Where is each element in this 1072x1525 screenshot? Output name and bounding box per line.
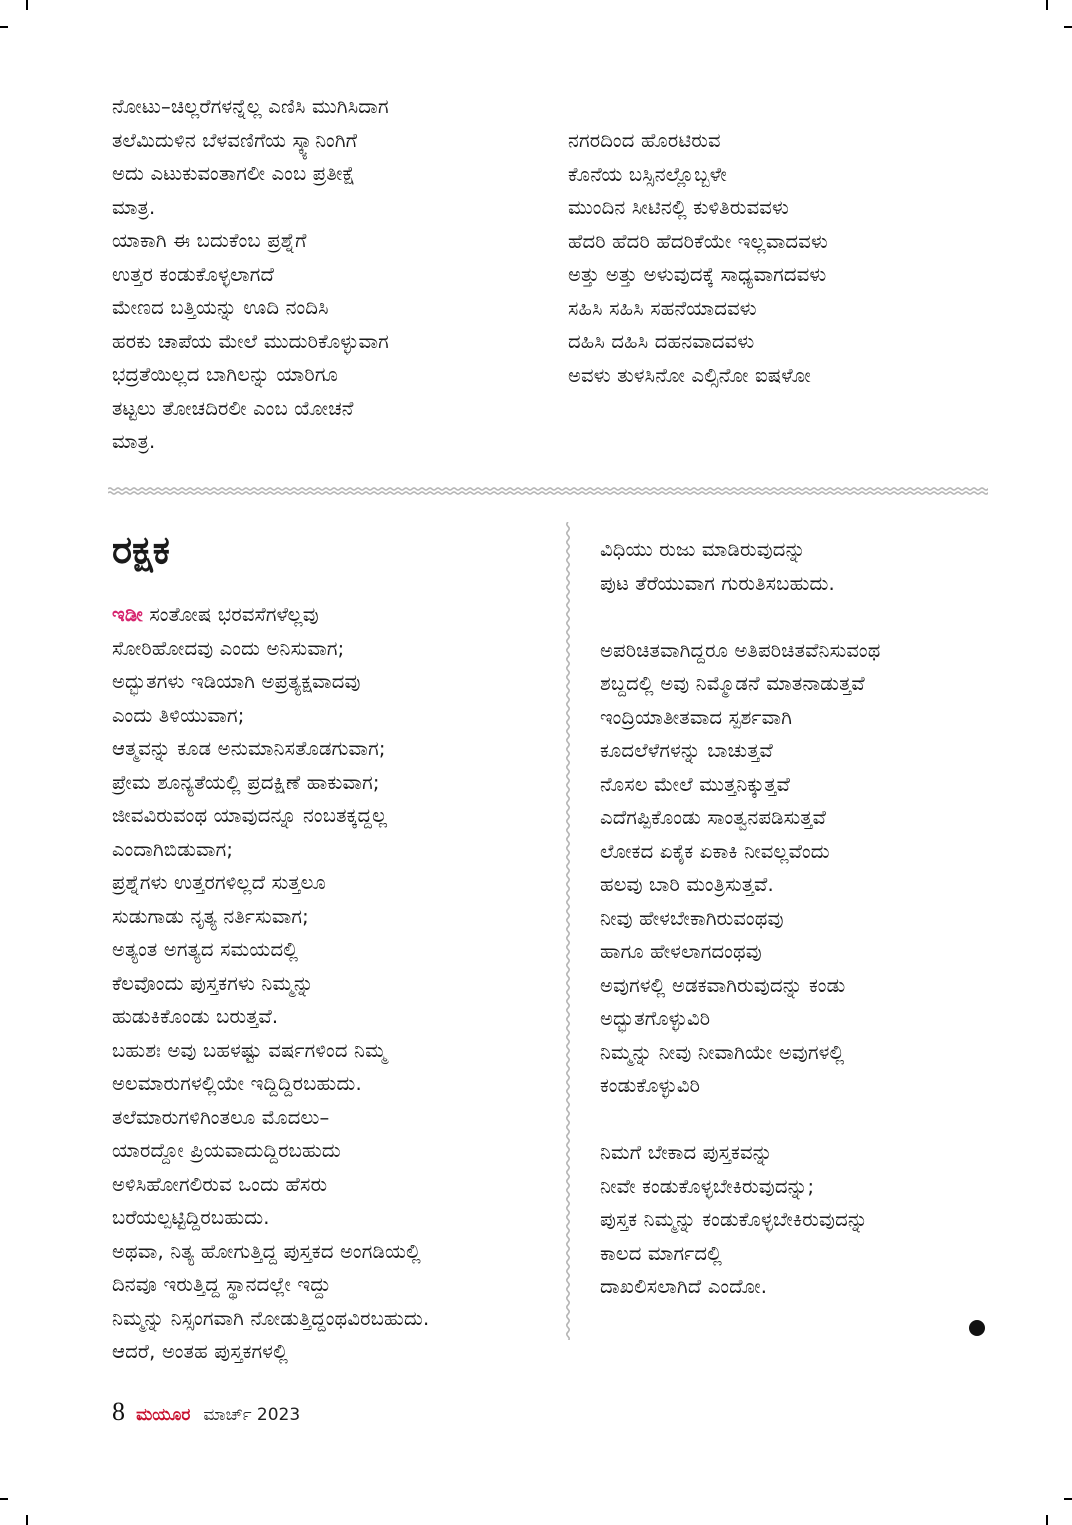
poem-right-line: ಹಲವು ಬಾರಿ ಮಂತ್ರಿಸುತ್ತವೆ. bbox=[600, 873, 774, 896]
poem-right-line: ಲೋಕದ ಏಕೈಕ ಏಕಾಕಿ ನೀವಲ್ಲವೆಂದು bbox=[600, 839, 830, 863]
poem-left-line: ಅಳಿಸಿಹೋಗಲಿರುವ ಒಂದು ಹೆಸರು bbox=[112, 1172, 328, 1196]
poem-left-line: ತಲೆಮಾರುಗಳಿಗಿಂತಲೂ ಮೊದಲು– bbox=[112, 1105, 330, 1129]
poem-right-line: ನಿಮ್ಮನ್ನು ನೀವು ನೀವಾಗಿಯೇ ಅವುಗಳಲ್ಲಿ bbox=[600, 1040, 845, 1064]
top-right-line: ಸಹಿಸಿ ಸಹಿಸಿ ಸಹನೆಯಾದವಳು bbox=[568, 296, 757, 320]
poem-left-line: ಅಥವಾ, ನಿತ್ಯ ಹೋಗುತ್ತಿದ್ದ ಪುಸ್ತಕದ ಅಂಗಡಿಯಲ್ಲಿ bbox=[112, 1239, 421, 1263]
top-right-line: ದಹಿಸಿ ದಹಿಸಿ ದಹನವಾದವಳು bbox=[568, 330, 755, 353]
poem-right-line: ಕೂದಲೆಳೆಗಳನ್ನು ಬಾಚುತ್ತವೆ bbox=[600, 739, 774, 762]
poem-first-line bbox=[112, 598, 429, 632]
poem-right-line: ಅಪರಿಚಿತವಾಗಿದ್ದರೂ ಅತಿಪರಿಚಿತವೆನಿಸುವಂಥ bbox=[600, 638, 881, 662]
poem-right-line: ಹಾಗೂ ಹೇಳಲಾಗದಂಥವು bbox=[600, 940, 762, 963]
top-right-line: ಕೊನೆಯ ಬಸ್ಸಿನಲ್ಲೊಬ್ಬಳೇ bbox=[568, 162, 727, 186]
end-mark-bullet bbox=[969, 1320, 985, 1336]
page-number: 8 bbox=[112, 1397, 125, 1426]
poem-left-line: ಅತ್ಯಂತ ಅಗತ್ಯದ ಸಮಯದಲ್ಲಿ bbox=[112, 938, 299, 961]
poem-left-line: ಯಾರದ್ದೋ ಪ್ರಿಯವಾದುದ್ದಿರಬಹುದು bbox=[112, 1139, 341, 1162]
poem-left-line: ಆದರೆ, ಅಂತಹ ಪುಸ್ತಕಗಳಲ್ಲಿ bbox=[112, 1340, 289, 1363]
top-left-line: ಭದ್ರತೆಯಿಲ್ಲದ ಬಾಗಿಲನ್ನು ಯಾರಿಗೂ bbox=[112, 363, 339, 386]
crop-mark-bottom-left bbox=[26, 1515, 28, 1525]
poem-left-line: ಸೋರಿಹೋದವು ಎಂದು ಅನಿಸುವಾಗ; bbox=[112, 636, 345, 660]
top-right-line: ಅತ್ತು ಅತ್ತು ಅಳುವುದಕ್ಕೆ ಸಾಧ್ಯವಾಗದವಳು bbox=[568, 263, 827, 286]
poem-right-line: ಅವುಗಳಲ್ಲಿ ಅಡಕವಾಗಿರುವುದನ್ನು ಕಂಡು bbox=[600, 973, 846, 997]
top-left-line: ಮೇಣದ ಬತ್ತಿಯನ್ನು ಊದಿ ನಂದಿಸಿ bbox=[112, 296, 329, 319]
poem-title: ರಕ್ಷಕ bbox=[112, 528, 170, 572]
poem-right-line: ನಿಮಗೆ ಬೇಕಾದ ಪುಸ್ತಕವನ್ನು bbox=[600, 1141, 773, 1164]
top-right-line: ಹೆದರಿ ಹೆದರಿ ಹೆದರಿಕೆಯೇ ಇಲ್ಲವಾದವಳು bbox=[568, 229, 828, 253]
poem-left-line: ಕೆಲವೊಂದು ಪುಸ್ತಕಗಳು ನಿಮ್ಮನ್ನು bbox=[112, 971, 314, 995]
top-left-line: ಹರಕು ಚಾಪೆಯ ಮೇಲೆ ಮುದುರಿಕೊಳ್ಳುವಾಗ bbox=[112, 329, 389, 353]
poem-lead-word: ಇಡೀ bbox=[112, 603, 143, 626]
poem-first-line-text: ಸಂತೋಷ ಭರವಸೆಗಳೆಲ್ಲವು bbox=[142, 603, 319, 626]
poem-right-line: ಕಾಲದ ಮಾರ್ಗದಲ್ಲಿ bbox=[600, 1241, 723, 1265]
poem-left-line: ಹುಡುಕಿಕೊಂಡು ಬರುತ್ತವೆ. bbox=[112, 1005, 279, 1028]
poem-left-line: ಎಂದು ತಿಳಿಯುವಾಗ; bbox=[112, 703, 245, 727]
poem-left-column bbox=[112, 598, 429, 1369]
poem-left-line: ಬರೆಯಲ್ಪಟ್ಟಿದ್ದಿರಬಹುದು. bbox=[112, 1206, 270, 1229]
poem-left-line: ಆತ್ಮವನ್ನು ಕೂಡ ಅನುಮಾನಿಸತೊಡಗುವಾಗ; bbox=[112, 737, 386, 760]
poem-right-line: ಪುಟ ತೆರೆಯುವಾಗ ಗುರುತಿಸಬಹುದು. bbox=[600, 571, 835, 595]
poem-right-line: ನೊಸಲ ಮೇಲೆ ಮುತ್ತನಿಕ್ಕುತ್ತವೆ bbox=[600, 772, 791, 796]
top-right-line: ಮುಂದಿನ ಸೀಟಿನಲ್ಲಿ ಕುಳಿತಿರುವವಳು bbox=[568, 196, 789, 219]
top-poem-left-column bbox=[112, 90, 389, 459]
top-poem-right-column bbox=[568, 124, 828, 392]
crop-mark-bottom-left-h bbox=[0, 1498, 8, 1500]
poem-left-line: ಸುಡುಗಾಡು ನೃತ್ಯ ನರ್ತಿಸುವಾಗ; bbox=[112, 904, 309, 928]
poem-right-line: ನೀವೇ ಕಂಡುಕೊಳ್ಳಬೇಕಿರುವುದನ್ನು; bbox=[600, 1174, 815, 1198]
top-right-line: ನಗರದಿಂದ ಹೊರಟಿರುವ bbox=[568, 129, 721, 152]
column-divider bbox=[562, 522, 574, 1340]
poem-left-line: ಎಂದಾಗಿಬಿಡುವಾಗ; bbox=[112, 837, 234, 861]
page-footer bbox=[112, 1397, 300, 1427]
poem-right-line: ಕಂಡುಕೊಳ್ಳುವಿರಿ bbox=[600, 1074, 701, 1097]
poem-left-line: ಜೀವವಿರುವಂಥ ಯಾವುದನ್ನೂ ನಂಬತಕ್ಕದ್ದಲ್ಲ bbox=[112, 804, 388, 827]
top-left-line: ಮಾತ್ರ. bbox=[112, 195, 156, 219]
top-left-line: ಉತ್ತರ ಕಂಡುಕೊಳ್ಳಲಾಗದೆ bbox=[112, 262, 275, 286]
crop-mark-bottom-right-h bbox=[1064, 1498, 1072, 1500]
poem-right-line: ವಿಧಿಯು ರುಜು ಮಾಡಿರುವುದನ್ನು bbox=[600, 538, 806, 561]
crop-mark-bottom-right bbox=[1046, 1515, 1048, 1525]
poem-right-line: ಪುಸ್ತಕ ನಿಮ್ಮನ್ನು ಕಂಡುಕೊಳ್ಳಬೇಕಿರುವುದನ್ನು bbox=[600, 1208, 868, 1231]
crop-mark-top-right bbox=[1046, 0, 1048, 10]
top-left-line: ತಲೆಮಿದುಳಿನ ಬೆಳವಣಿಗೆಯ ಸ್ಕ್ಯಾನಿಂಗಿಗೆ bbox=[112, 128, 358, 152]
poem-right-line: ಅದ್ಭುತಗೊಳ್ಳುವಿರಿ bbox=[600, 1007, 711, 1030]
top-right-line: ಅವಳು ತುಳಸಿನೋ ಎಲ್ಸಿನೋ ಐಷಳೋ bbox=[568, 363, 811, 387]
poem-left-line: ಬಹುಶಃ ಅವು ಬಹಳಷ್ಟು ವರ್ಷಗಳಿಂದ ನಿಮ್ಮ bbox=[112, 1038, 387, 1062]
poem-left-line: ಪ್ರೇಮ ಶೂನ್ಯತೆಯಲ್ಲಿ ಪ್ರದಕ್ಷಿಣೆ ಹಾಕುವಾಗ; bbox=[112, 770, 380, 794]
poem-left-line: ಅದ್ಭುತಗಳು ಇಡಿಯಾಗಿ ಅಪ್ರತ್ಯಕ್ಷವಾದವು bbox=[112, 670, 361, 693]
crop-mark-top-right-h bbox=[1064, 26, 1072, 28]
crop-mark-top-left bbox=[26, 0, 28, 10]
top-left-line: ಯಾಕಾಗಿ ಈ ಬದುಕೆಂಬ ಪ್ರಶ್ನೆಗೆ bbox=[112, 229, 307, 252]
poem-left-line: ನಿಮ್ಮನ್ನು ನಿಸ್ಸಂಗವಾಗಿ ನೋಡುತ್ತಿದ್ದಂಥವಿರಬಹುದು. bbox=[112, 1306, 430, 1330]
top-left-line: ತಟ್ಟಲು ತೋಚದಿರಲೀ ಎಂಬ ಯೋಚನೆ bbox=[112, 396, 354, 420]
crop-mark-top-left-h bbox=[0, 26, 8, 28]
poem-right-line: ದಾಖಲಿಸಲಾಗಿದೆ ಎಂದೋ. bbox=[600, 1275, 768, 1298]
wavy-divider bbox=[108, 484, 988, 498]
top-left-line: ಅದು ಎಟುಕುವಂತಾಗಲೀ ಎಂಬ ಪ್ರತೀಕ್ಷೆ bbox=[112, 162, 356, 185]
magazine-logo: ಮಯೂರ bbox=[136, 1405, 191, 1425]
poem-right-column bbox=[600, 533, 881, 1304]
top-left-line: ನೋಟು–ಚಿಲ್ಲರೆಗಳನ್ನೆಲ್ಲ ಎಣಿಸಿ ಮುಗಿಸಿದಾಗ bbox=[112, 95, 389, 118]
poem-right-line: ನೀವು ಹೇಳಬೇಕಾಗಿರುವಂಥವು bbox=[600, 906, 784, 930]
poem-right-line: ಇಂದ್ರಿಯಾತೀತವಾದ ಸ್ಪರ್ಶವಾಗಿ bbox=[600, 705, 793, 729]
issue-date: ಮಾರ್ಚ್ 2023 bbox=[203, 1405, 301, 1425]
poem-left-line: ಅಲಮಾರುಗಳಲ್ಲಿಯೇ ಇದ್ದಿದ್ದಿರಬಹುದು. bbox=[112, 1072, 362, 1095]
poem-right-line: ಎದೆಗಪ್ಪಿಕೊಂಡು ಸಾಂತ್ವನಪಡಿಸುತ್ತವೆ bbox=[600, 806, 827, 829]
poem-left-line: ಪ್ರಶ್ನೆಗಳು ಉತ್ತರಗಳಿಲ್ಲದೆ ಸುತ್ತಲೂ bbox=[112, 871, 326, 894]
stanza-break bbox=[600, 1103, 881, 1137]
poem-left-line: ದಿನವೂ ಇರುತ್ತಿದ್ದ ಸ್ಥಾನದಲ್ಲೇ ಇದ್ದು bbox=[112, 1273, 332, 1296]
poem-right-line: ಶಬ್ದದಲ್ಲಿ ಅವು ನಿಮ್ಮೊಡನೆ ಮಾತನಾಡುತ್ತವೆ bbox=[600, 672, 865, 695]
stanza-break bbox=[600, 600, 881, 634]
top-left-line: ಮಾತ್ರ. bbox=[112, 430, 156, 453]
